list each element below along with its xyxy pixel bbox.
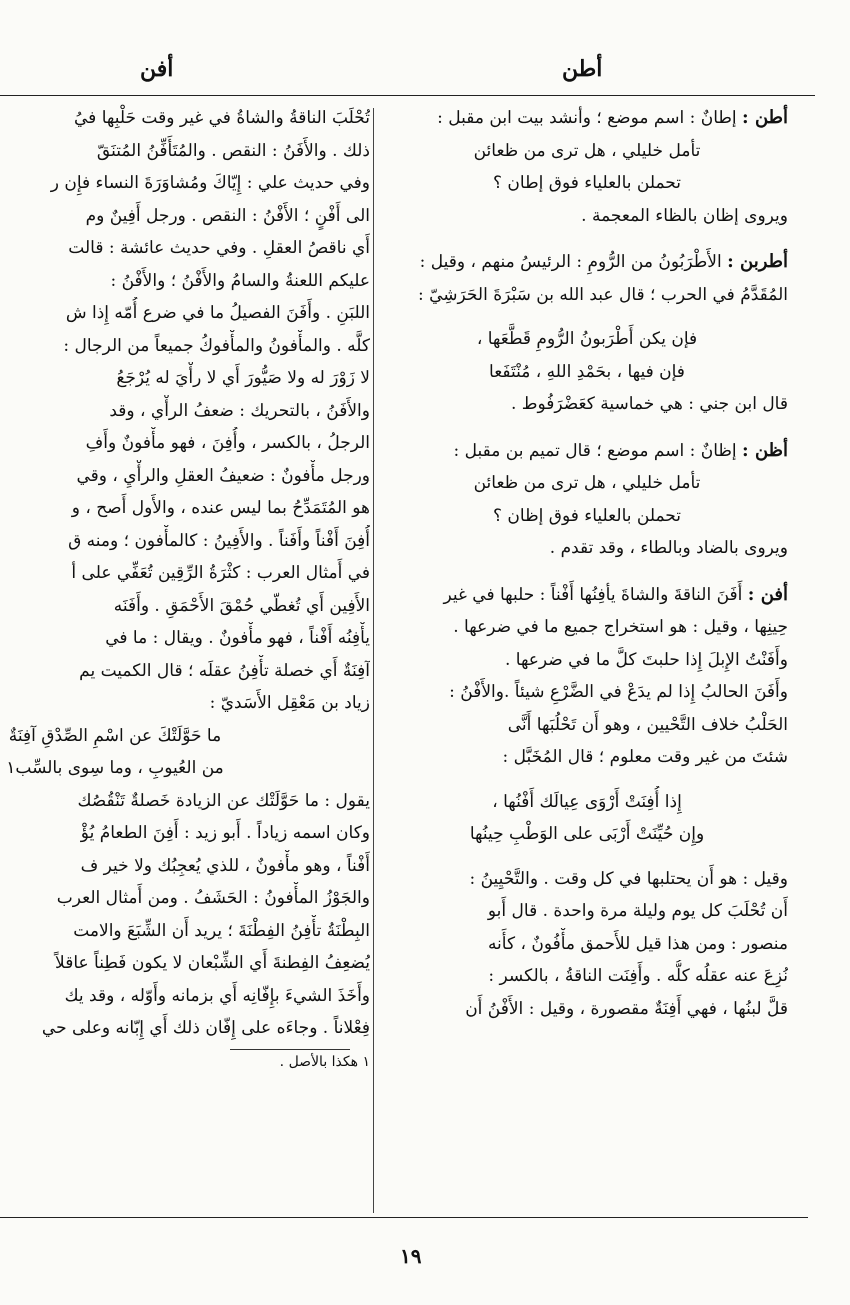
entry-line: أطربن : الأَطْرَبُونُ من الرُّومِ : الرئيسُ منهم ، وقيل :: [419, 251, 788, 272]
entry-line: والأَفَنُ ، بالتحريك : ضعفُ الرأْي ، وقد: [109, 400, 370, 421]
entry-line: فِعْلاناً . وجاءَه على إِفّان ذلك أَي إِبّانه وعلى حي: [41, 1018, 370, 1038]
entry-line: عليكم اللعنةُ والسامُ والأَفْنُ ؛ والأَفْنُ :: [110, 270, 370, 291]
entry-headword: أظن :: [742, 439, 788, 461]
entry-line: كلَّه . والمأْفونُ والمأْفوكُ جميعاً من الرجال :: [63, 335, 370, 356]
entry-headword: أطن :: [742, 107, 788, 128]
verse-line: من العُيوبِ ، وما سِوى بالسِّب١: [6, 758, 224, 778]
entry-line: وأَفَنْتُ الإِبلَ إِذا حلبتَ كلَّ ما في ضرعها .: [504, 649, 788, 670]
entry-line: أطن : إطانٌ : اسم موضع ؛ وأنشد بيت ابن مقبل :: [437, 107, 788, 128]
verse-line: فإن فيها ، بحَمْدِ اللهِ ، مُنْتَفَعا: [489, 361, 685, 382]
entry-headword: أطربن :: [727, 251, 788, 272]
entry-line: ورجل مأْفونٌ : ضعيفُ العقلِ والرأْيِ ، وقي: [76, 465, 370, 486]
entry-line: اللبَنِ . وأَفَنَ الفصيلُ ما في ضرع أُمّه إِذا ش: [65, 303, 370, 323]
entry-line: والجَوْزُ المأْفونُ : الحَشَفُ . ومن أَمثال العرب: [56, 888, 370, 908]
verse-line: تحملن بالعلياء فوق إظان ؟: [493, 505, 681, 526]
verse-line: وإِن حُيِّنَتْ أَرْبَى على الوَطْبِ حِينُها: [469, 824, 705, 844]
entry-line: في أَمثال العرب : كثْرَةُ الرِّقِين تُعَفِّي على أ: [71, 563, 370, 583]
entry-line: الأَفِين أَي تُغطّي حُمْقَ الأَحْمَقِ . وأَفَنَه: [113, 595, 370, 616]
page-number: ١٩: [400, 1244, 422, 1268]
verse-line: فإن يكن أَطْرَبونُ الرُّومِ قَطَّعَها ،: [476, 329, 698, 349]
entry-line: المُقَدَّمُ في الحرب ؛ قال عبد الله بن سَبْرَةَ الحَرَشِيّ :: [417, 284, 788, 305]
entry-line: الحَلْبُ خلاف التَّحْيين ، وهو أَن تَحْلُبَها أَنَّى: [507, 714, 788, 735]
footer-rule: [0, 1217, 808, 1218]
verse-line: تأمل خليلي ، هل ترى من ظعائن: [473, 140, 701, 161]
left-column: [0, 102, 370, 1074]
entry-line: زياد بن مَعْقِل الأَسَديّ :: [209, 693, 370, 713]
entry-line: الى أَفْنٍ ؛ الأَفْنُ : النقص . ورجل أَفِينٌ وم: [85, 205, 370, 226]
entry-line: وفي حديث علي : إِيّاكَ ومُشاوَرَةَ النساء فإِن ر: [50, 173, 370, 193]
verse-line: تأمل خليلي ، هل ترى من ظعائن: [473, 473, 701, 493]
column-divider: [373, 108, 374, 1213]
entry-line: نُزِعَ عنه عقلُه كلُّه . وأَفِنَت الناقةُ ، بالكسر :: [488, 966, 788, 986]
entry-line: لا زَوْرَ له ولا صَيُّورَ أَي لا رأْيَ له يُرْجَعُ: [116, 368, 370, 388]
entry-headword: أفن :: [747, 583, 788, 605]
entry-line: أَي ناقصُ العقلِ . وفي حديث عائشة : قالت: [68, 238, 370, 258]
entry-line: آفِنَةٌ أَي خصلة تأْفِنُ عقلَه ؛ قال الكميت يم: [79, 660, 370, 681]
entry-line: وقيل : هو أَن يحتلبها في كل وقت . والتَّحْيِينُ :: [469, 868, 788, 889]
entry-line: حِينِها ، وقيل : هو استخراج جميع ما في ضرعها .: [453, 617, 788, 637]
verse-line: إِذا أُفِنَتْ أَرْوَى عِيالَك أَفْنُها ،: [492, 791, 682, 812]
entry-line: وكان اسمه زياداً . أَبو زيد : أَفِنَ الطعامُ يُؤْ: [80, 823, 370, 843]
verse-line: ما حَوَّلَتْكَ عن اسْمِ الصِّدْقِ آفِنَةٌ: [8, 725, 222, 746]
entry-line: البِطْنَةُ تأْفِنُ الفِطْنَةَ ؛ يريد أَن الشِّبَعَ والامت: [73, 920, 370, 941]
verse-line: تحملن بالعلياء فوق إطان ؟: [493, 173, 681, 193]
entry-line: وأَخَذَ الشيءَ بإِفّانِه أَي بزمانه وأَوّله ، وقد يك: [64, 985, 370, 1006]
entry-line: وأَفَنَ الحالبُ إِذا لم يدَعْ في الضَّرْعِ شيئاً .والأَفْنُ :: [449, 682, 788, 702]
entry-line: الرجلُ ، بالكسر ، وأُفِنَ ، فهو مأْفونٌ وأَفِ: [85, 433, 370, 453]
entry-line: ويروى إظان بالظاء المعجمة .: [581, 205, 788, 226]
entry-line: ويروى بالضاد وبالطاء ، وقد تقدم .: [549, 538, 788, 558]
entry-line: يقول : ما حَوَّلَتْك عن الزيادة خَصلةٌ تَنْقُصُك: [77, 790, 370, 811]
footnote: ١ هكذا بالأصل .: [279, 1053, 370, 1070]
entry-line: منصور : ومن هذا قيل للأَحمق مأْفُونٌ ، كأَنه: [487, 933, 788, 954]
header-rule: [0, 95, 815, 96]
entry-line: أفن : أَفَنَ الناقةَ والشاةَ يأفِنُها أَفْناً : حلبها في غير: [443, 583, 788, 605]
entry-line: أظن : إظانٌ : اسم موضع ؛ قال تميم بن مقبل :: [453, 439, 788, 461]
entry-line: هو المُتَمَدِّحُ بما ليس عنده ، والأَول أَصح ، و: [71, 498, 370, 518]
entry-line: أُفِنَ أَفْناً وأَفَناً . والأَفِينُ : كالمأْفون ؛ ومنه ق: [68, 530, 370, 551]
entry-line: ذلك . والأَفَنُ : النقص . والمُتَأَفِّنُ المُتنَقّ: [96, 140, 370, 161]
entry-line: أَن تُحْلَبَ كل يوم وليلة مرة واحدة . قال أَبو: [487, 901, 788, 921]
running-head-left: أفن: [140, 56, 174, 82]
right-column: [386, 102, 788, 1025]
entry-line: قال ابن جني : هي خماسية كعَضْرَفُوط .: [510, 394, 788, 414]
entry-line: شئتَ من غير وقت معلوم ؛ قال المُخَبَّل :: [502, 747, 788, 767]
entry-line: يُضعِفُ الفِطنةَ أَي الشِّبْعان لا يكون فَطِناً عاقلاً: [55, 953, 370, 973]
entry-line: يأْفِنُه أَفْناً ، فهو مأْفونٌ . ويقال : ما في: [105, 628, 370, 648]
entry-line: تُحْلَبَ الناقةُ والشاةُ في غير وقت حَلْبِها فيُ: [74, 108, 370, 128]
entry-line: قلَّ لبنُها ، فهي أَفِنَةٌ مقصورة ، وقيل : الأَفْنُ أَن: [465, 998, 788, 1019]
entry-line: أَفْناً ، وهو مأْفونٌ ، للذي يُعجِبُك ولا خير ف: [80, 855, 370, 876]
running-head-right: أطن: [562, 56, 603, 82]
